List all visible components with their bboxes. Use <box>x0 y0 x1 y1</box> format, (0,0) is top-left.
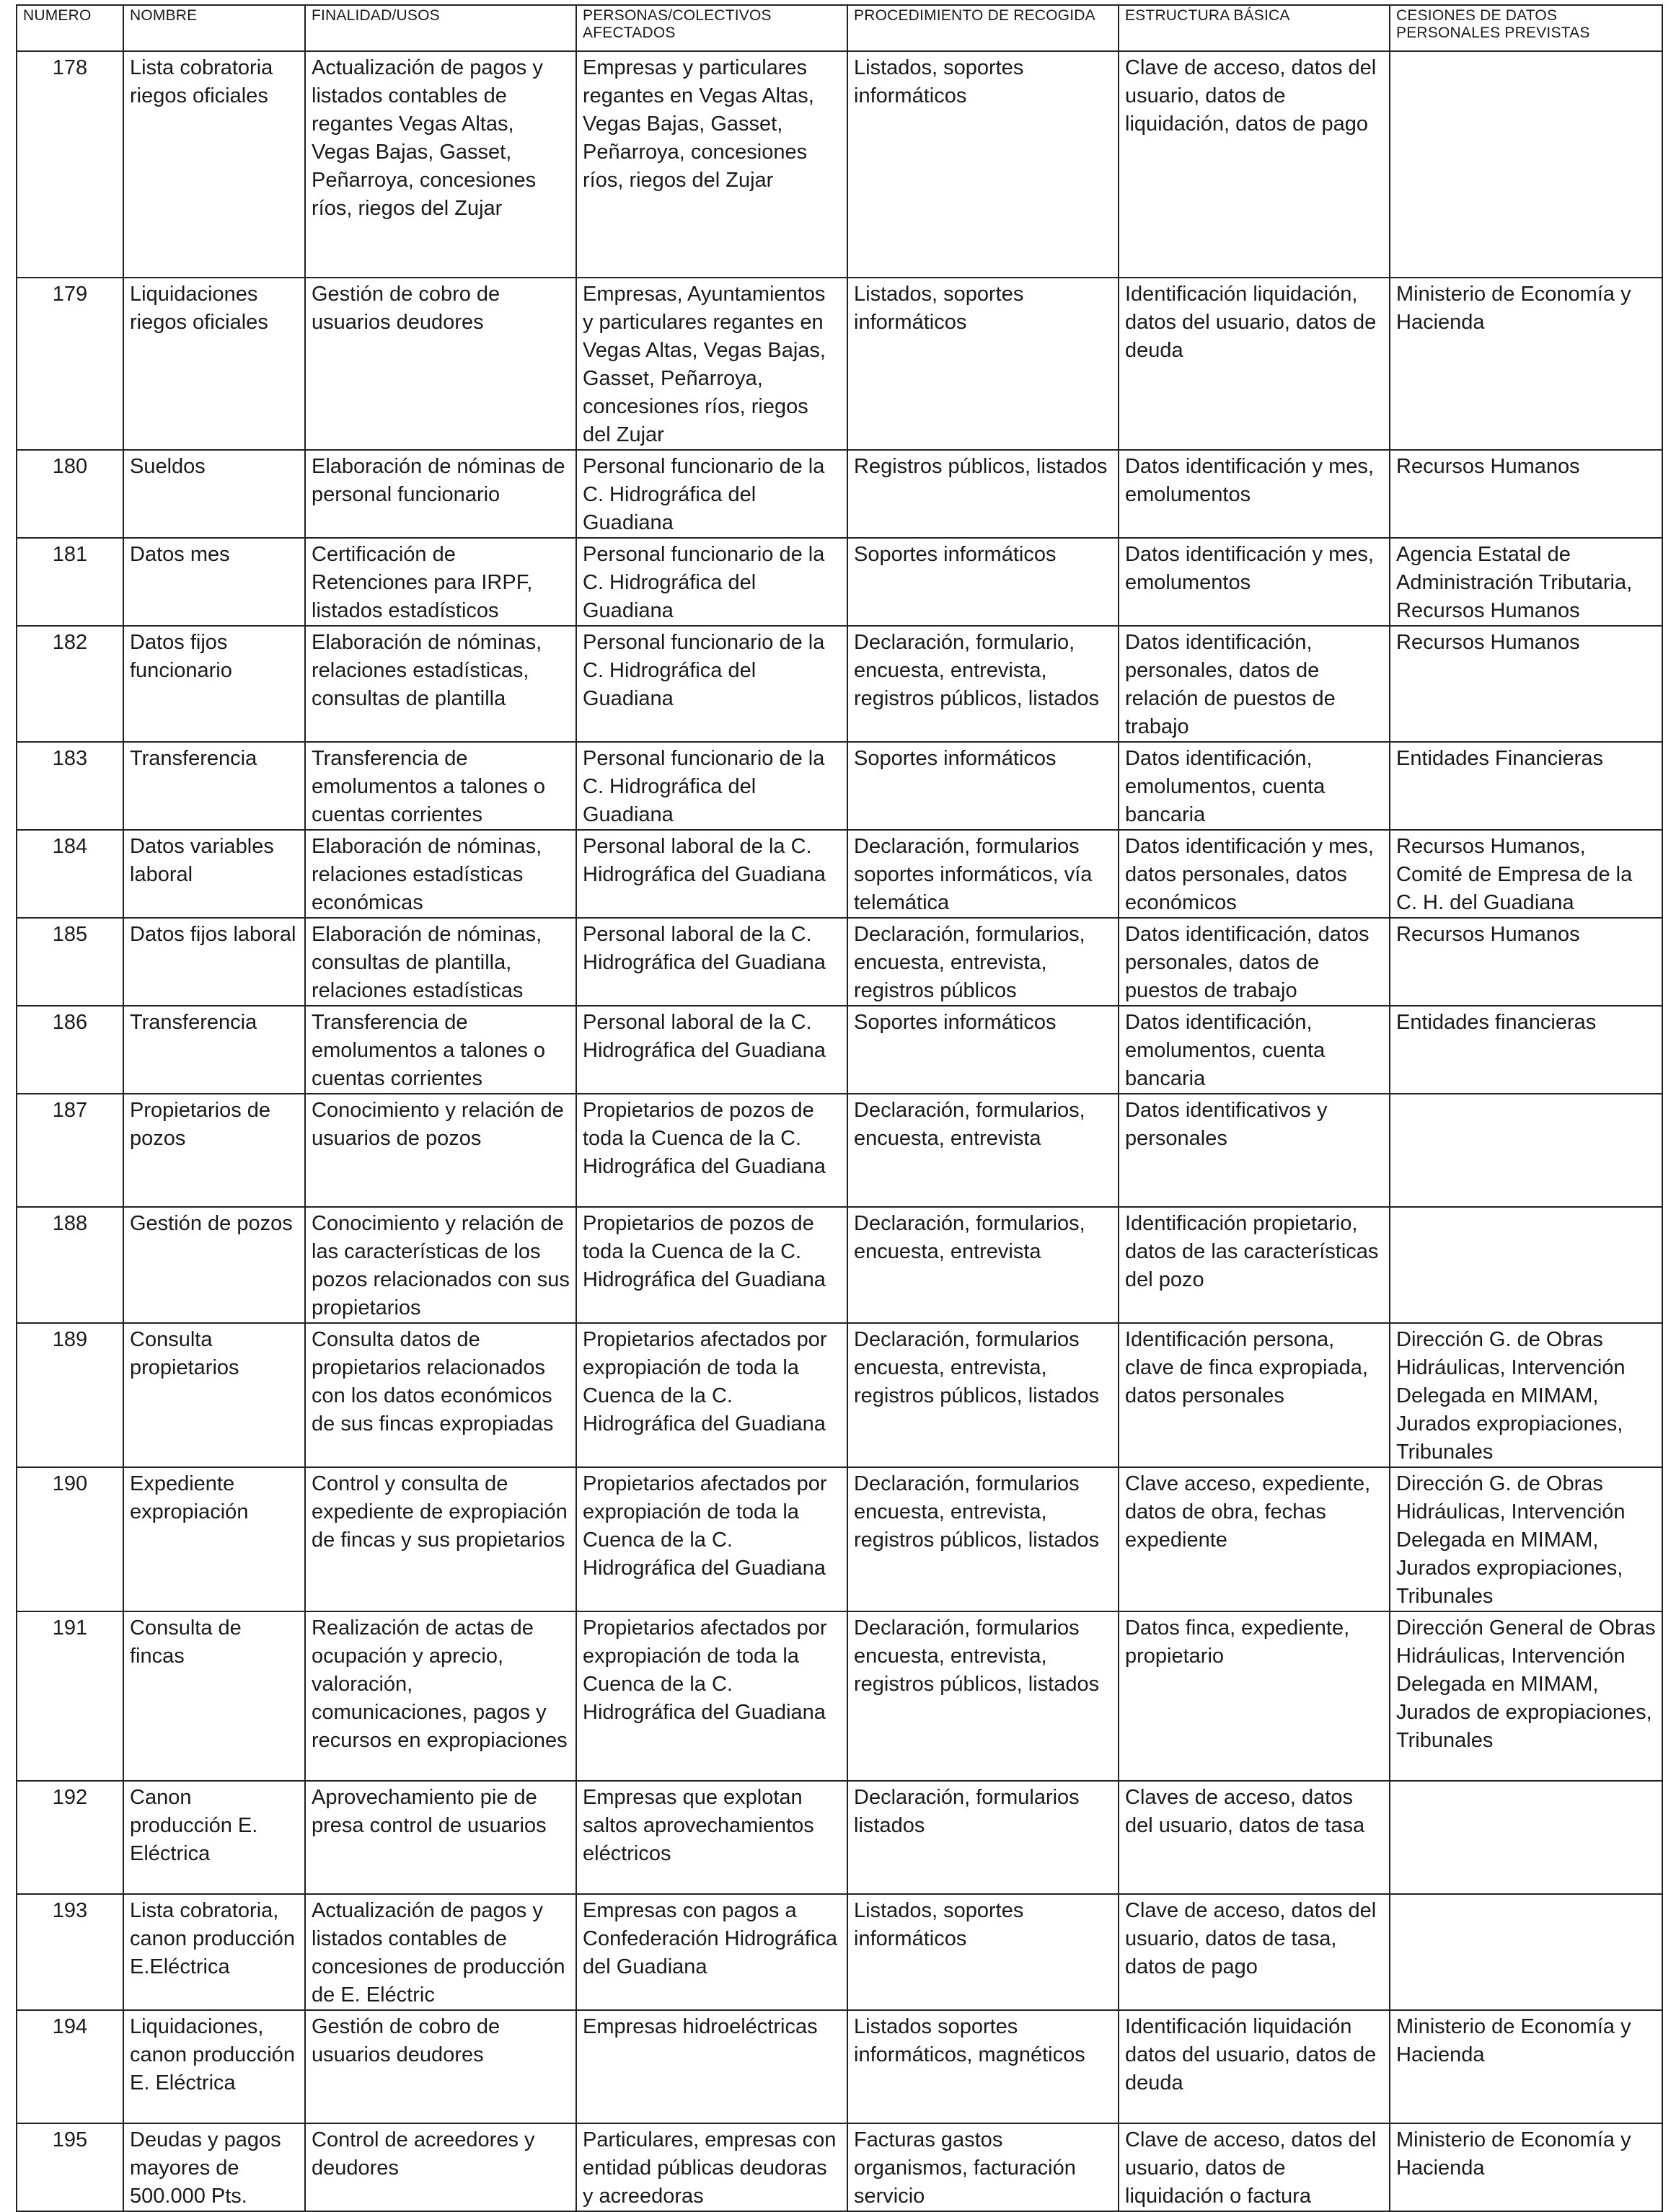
cell-estructura: Datos identificación, emolumentos, cuenta bancaria <box>1119 1006 1390 1094</box>
cell-personas: Particulares, empresas con entidad públicas deudoras y acreedoras <box>576 2123 847 2211</box>
table-row <box>17 1894 1662 2010</box>
cell-procedimiento: Listados, soportes informáticos <box>847 278 1119 450</box>
cell-estructura: Datos identificación, emolumentos, cuenta bancaria <box>1119 742 1390 830</box>
cell-finalidad: Gestión de cobro de usuarios deudores <box>305 2010 576 2123</box>
cell-cesiones: Ministerio de Economía y Hacienda <box>1390 2010 1662 2123</box>
cell-procedimiento: Soportes informáticos <box>847 1006 1119 1094</box>
table-row <box>17 1467 1662 1611</box>
cell-nombre: Lista cobratoria, canon producción E.Eléctrica <box>123 1894 305 2010</box>
cell-numero: 180 <box>17 450 123 538</box>
cell-nombre: Liquidaciones, canon producción E. Eléctrica <box>123 2010 305 2123</box>
cell-numero: 194 <box>17 2010 123 2123</box>
cell-numero: 191 <box>17 1611 123 1781</box>
cell-estructura: Datos identificativos y personales <box>1119 1094 1390 1207</box>
cell-finalidad: Consulta datos de propietarios relacionados con los datos económicos de sus fincas expropiadas <box>305 1323 576 1467</box>
cell-numero: 193 <box>17 1894 123 2010</box>
cell-personas: Propietarios afectados por expropiación de toda la Cuenca de la C. Hidrográfica del Guadiana <box>576 1611 847 1781</box>
header-procedimiento: PROCEDIMIENTO DE RECOGIDA <box>847 5 1119 51</box>
cell-numero: 187 <box>17 1094 123 1207</box>
cell-personas: Personal funcionario de la C. Hidrográfica del Guadiana <box>576 538 847 626</box>
cell-personas: Personal laboral de la C. Hidrográfica del Guadiana <box>576 918 847 1006</box>
cell-personas: Personal funcionario de la C. Hidrográfica del Guadiana <box>576 450 847 538</box>
cell-estructura: Datos identificación y mes, emolumentos <box>1119 538 1390 626</box>
cell-personas: Propietarios de pozos de toda la Cuenca de la C. Hidrográfica del Guadiana <box>576 1094 847 1207</box>
cell-numero: 178 <box>17 51 123 278</box>
table-row <box>17 1207 1662 1323</box>
cell-finalidad: Gestión de cobro de usuarios deudores <box>305 278 576 450</box>
table-row <box>17 742 1662 830</box>
cell-personas: Empresas que explotan saltos aprovechamientos eléctricos <box>576 1781 847 1894</box>
cell-finalidad: Transferencia de emolumentos a talones o cuentas corrientes <box>305 1006 576 1094</box>
cell-nombre: Gestión de pozos <box>123 1207 305 1323</box>
cell-nombre: Liquidaciones riegos oficiales <box>123 278 305 450</box>
cell-personas: Personal funcionario de la C. Hidrográfica del Guadiana <box>576 742 847 830</box>
cell-personas: Personal laboral de la C. Hidrográfica del Guadiana <box>576 1006 847 1094</box>
header-finalidad: FINALIDAD/USOS <box>305 5 576 51</box>
cell-procedimiento: Soportes informáticos <box>847 742 1119 830</box>
table-row <box>17 830 1662 918</box>
cell-cesiones: Entidades financieras <box>1390 1006 1662 1094</box>
cell-cesiones <box>1390 1894 1662 2010</box>
cell-finalidad: Conocimiento y relación de las características de los pozos relacionados con sus propietarios <box>305 1207 576 1323</box>
header-estructura: ESTRUCTURA BÁSICA <box>1119 5 1390 51</box>
cell-estructura: Claves de acceso, datos del usuario, datos de tasa <box>1119 1781 1390 1894</box>
cell-estructura: Identificación liquidación datos del usuario, datos de deuda <box>1119 2010 1390 2123</box>
cell-nombre: Datos fijos laboral <box>123 918 305 1006</box>
cell-procedimiento: Declaración, formularios encuesta, entrevista, registros públicos, listados <box>847 1323 1119 1467</box>
cell-cesiones <box>1390 51 1662 278</box>
header-personas: PERSONAS/COLECTIVOS AFECTADOS <box>576 5 847 51</box>
cell-nombre: Datos mes <box>123 538 305 626</box>
cell-nombre: Canon producción E. Eléctrica <box>123 1781 305 1894</box>
cell-nombre: Datos fijos funcionario <box>123 626 305 742</box>
cell-nombre: Expediente expropiación <box>123 1467 305 1611</box>
cell-estructura: Clave de acceso, datos del usuario, datos de tasa, datos de pago <box>1119 1894 1390 2010</box>
cell-nombre: Lista cobratoria riegos oficiales <box>123 51 305 278</box>
cell-cesiones <box>1390 1781 1662 1894</box>
cell-procedimiento: Declaración, formularios listados <box>847 1781 1119 1894</box>
cell-cesiones: Ministerio de Economía y Hacienda <box>1390 278 1662 450</box>
cell-personas: Empresas hidroeléctricas <box>576 2010 847 2123</box>
header-cesiones: CESIONES DE DATOS PERSONALES PREVISTAS <box>1390 5 1662 51</box>
cell-estructura: Datos identificación y mes, datos personales, datos económicos <box>1119 830 1390 918</box>
table-row <box>17 1094 1662 1207</box>
cell-finalidad: Elaboración de nóminas, relaciones estadísticas económicas <box>305 830 576 918</box>
table-row <box>17 450 1662 538</box>
cell-numero: 179 <box>17 278 123 450</box>
cell-personas: Propietarios de pozos de toda la Cuenca de la C. Hidrográfica del Guadiana <box>576 1207 847 1323</box>
cell-finalidad: Control y consulta de expediente de expropiación de fincas y sus propietarios <box>305 1467 576 1611</box>
cell-cesiones: Agencia Estatal de Administración Tributaria, Recursos Humanos <box>1390 538 1662 626</box>
cell-procedimiento: Facturas gastos organismos, facturación servicio <box>847 2123 1119 2211</box>
cell-estructura: Identificación propietario, datos de las características del pozo <box>1119 1207 1390 1323</box>
table-row <box>17 538 1662 626</box>
cell-nombre: Transferencia <box>123 1006 305 1094</box>
cell-numero: 195 <box>17 2123 123 2211</box>
table-row <box>17 51 1662 278</box>
table-row <box>17 2010 1662 2123</box>
cell-procedimiento: Declaración, formularios, encuesta, entrevista, registros públicos <box>847 918 1119 1006</box>
cell-estructura: Identificación liquidación, datos del usuario, datos de deuda <box>1119 278 1390 450</box>
cell-finalidad: Conocimiento y relación de usuarios de pozos <box>305 1094 576 1207</box>
cell-procedimiento: Listados, soportes informáticos <box>847 1894 1119 2010</box>
cell-finalidad: Certificación de Retenciones para IRPF, listados estadísticos <box>305 538 576 626</box>
cell-finalidad: Control de acreedores y deudores <box>305 2123 576 2211</box>
cell-procedimiento: Declaración, formularios, encuesta, entrevista <box>847 1094 1119 1207</box>
cell-estructura: Clave acceso, expediente, datos de obra, fechas expediente <box>1119 1467 1390 1611</box>
header-nombre: NOMBRE <box>123 5 305 51</box>
table-row <box>17 1611 1662 1781</box>
cell-estructura: Datos finca, expediente, propietario <box>1119 1611 1390 1781</box>
cell-personas: Personal funcionario de la C. Hidrográfica del Guadiana <box>576 626 847 742</box>
cell-nombre: Sueldos <box>123 450 305 538</box>
cell-personas: Empresas, Ayuntamientos y particulares regantes en Vegas Altas, Vegas Bajas, Gasset, Peñarroya, concesiones ríos, riegos del Zujar <box>576 278 847 450</box>
cell-finalidad: Elaboración de nóminas, relaciones estadísticas, consultas de plantilla <box>305 626 576 742</box>
cell-finalidad: Actualización de pagos y listados contables de concesiones de producción de E. Eléctric <box>305 1894 576 2010</box>
cell-numero: 188 <box>17 1207 123 1323</box>
cell-nombre: Consulta propietarios <box>123 1323 305 1467</box>
cell-personas: Empresas con pagos a Confederación Hidrográfica del Guadiana <box>576 1894 847 2010</box>
cell-estructura: Clave de acceso, datos del usuario, datos de liquidación o factura <box>1119 2123 1390 2211</box>
cell-finalidad: Elaboración de nóminas de personal funcionario <box>305 450 576 538</box>
cell-estructura: Datos identificación, datos personales, datos de puestos de trabajo <box>1119 918 1390 1006</box>
cell-numero: 192 <box>17 1781 123 1894</box>
cell-procedimiento: Declaración, formularios, encuesta, entrevista <box>847 1207 1119 1323</box>
cell-finalidad: Transferencia de emolumentos a talones o cuentas corrientes <box>305 742 576 830</box>
cell-numero: 185 <box>17 918 123 1006</box>
cell-nombre: Consulta de fincas <box>123 1611 305 1781</box>
cell-personas: Propietarios afectados por expropiación de toda la Cuenca de la C. Hidrográfica del Guadiana <box>576 1467 847 1611</box>
cell-numero: 182 <box>17 626 123 742</box>
cell-nombre: Deudas y pagos mayores de 500.000 Pts. <box>123 2123 305 2211</box>
cell-cesiones: Dirección General de Obras Hidráulicas, Intervención Delegada en MIMAM, Jurados de expropiaciones, Tribunales <box>1390 1611 1662 1781</box>
table-row <box>17 1323 1662 1467</box>
cell-cesiones: Recursos Humanos, Comité de Empresa de la C. H. del Guadiana <box>1390 830 1662 918</box>
cell-cesiones: Dirección G. de Obras Hidráulicas, Intervención Delegada en MIMAM, Jurados expropiaciones, Tribunales <box>1390 1323 1662 1467</box>
cell-cesiones: Entidades Financieras <box>1390 742 1662 830</box>
cell-numero: 189 <box>17 1323 123 1467</box>
cell-procedimiento: Declaración, formularios encuesta, entrevista, registros públicos, listados <box>847 1467 1119 1611</box>
cell-finalidad: Aprovechamiento pie de presa control de usuarios <box>305 1781 576 1894</box>
cell-procedimiento: Listados soportes informáticos, magnéticos <box>847 2010 1119 2123</box>
document-page <box>16 4 1662 2212</box>
cell-nombre: Propietarios de pozos <box>123 1094 305 1207</box>
cell-estructura: Datos identificación y mes, emolumentos <box>1119 450 1390 538</box>
cell-procedimiento: Declaración, formularios soportes informáticos, vía telemática <box>847 830 1119 918</box>
table-row <box>17 626 1662 742</box>
table-row <box>17 2123 1662 2211</box>
cell-numero: 186 <box>17 1006 123 1094</box>
cell-finalidad: Actualización de pagos y listados contables de regantes Vegas Altas, Vegas Bajas, Gasset, Peñarroya, concesiones ríos, riegos del Zujar <box>305 51 576 278</box>
cell-numero: 184 <box>17 830 123 918</box>
cell-nombre: Datos variables laboral <box>123 830 305 918</box>
cell-personas: Empresas y particulares regantes en Vegas Altas, Vegas Bajas, Gasset, Peñarroya, concesiones ríos, riegos del Zujar <box>576 51 847 278</box>
cell-estructura: Identificación persona, clave de finca expropiada, datos personales <box>1119 1323 1390 1467</box>
table-header-row <box>17 5 1662 51</box>
cell-procedimiento: Declaración, formularios encuesta, entrevista, registros públicos, listados <box>847 1611 1119 1781</box>
cell-cesiones: Recursos Humanos <box>1390 450 1662 538</box>
table-row <box>17 918 1662 1006</box>
table-row <box>17 1006 1662 1094</box>
cell-cesiones: Dirección G. de Obras Hidráulicas, Intervención Delegada en MIMAM, Jurados expropiaciones, Tribunales <box>1390 1467 1662 1611</box>
cell-procedimiento: Registros públicos, listados <box>847 450 1119 538</box>
cell-estructura: Clave de acceso, datos del usuario, datos de liquidación, datos de pago <box>1119 51 1390 278</box>
cell-numero: 181 <box>17 538 123 626</box>
cell-cesiones: Recursos Humanos <box>1390 626 1662 742</box>
cell-procedimiento: Soportes informáticos <box>847 538 1119 626</box>
cell-personas: Personal laboral de la C. Hidrográfica del Guadiana <box>576 830 847 918</box>
cell-nombre: Transferencia <box>123 742 305 830</box>
cell-cesiones: Recursos Humanos <box>1390 918 1662 1006</box>
cell-numero: 190 <box>17 1467 123 1611</box>
cell-estructura: Datos identificación, personales, datos de relación de puestos de trabajo <box>1119 626 1390 742</box>
cell-procedimiento: Declaración, formulario, encuesta, entrevista, registros públicos, listados <box>847 626 1119 742</box>
cell-personas: Propietarios afectados por expropiación de toda la Cuenca de la C. Hidrográfica del Guadiana <box>576 1323 847 1467</box>
data-files-table <box>16 4 1663 2212</box>
cell-finalidad: Realización de actas de ocupación y aprecio, valoración, comunicaciones, pagos y recursos en expropiaciones <box>305 1611 576 1781</box>
cell-procedimiento: Listados, soportes informáticos <box>847 51 1119 278</box>
header-numero: NUMERO <box>17 5 123 51</box>
cell-cesiones <box>1390 1094 1662 1207</box>
cell-cesiones: Ministerio de Economía y Hacienda <box>1390 2123 1662 2211</box>
table-row <box>17 1781 1662 1894</box>
cell-cesiones <box>1390 1207 1662 1323</box>
cell-numero: 183 <box>17 742 123 830</box>
table-row <box>17 278 1662 450</box>
cell-finalidad: Elaboración de nóminas, consultas de plantilla, relaciones estadísticas <box>305 918 576 1006</box>
